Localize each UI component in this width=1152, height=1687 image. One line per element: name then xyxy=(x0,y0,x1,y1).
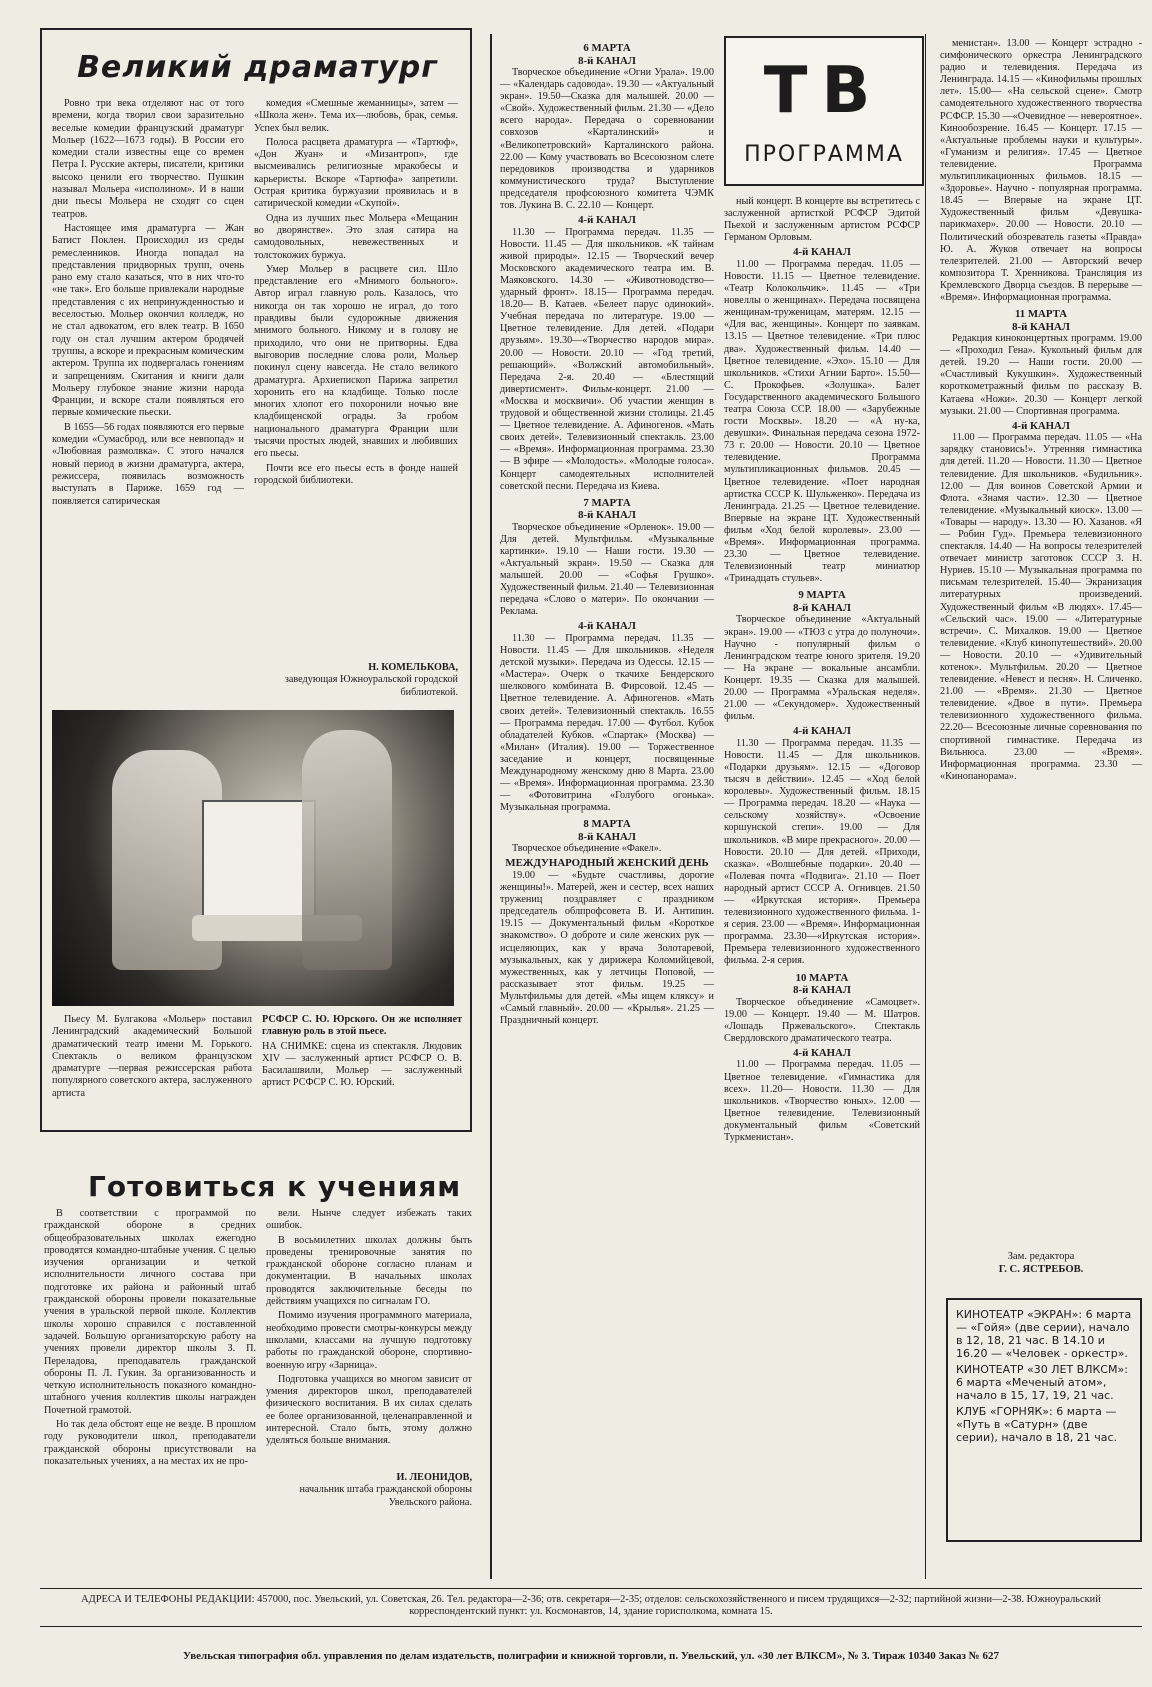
paragraph: вели. Нынче следует избежать таких ошибок. xyxy=(266,1208,472,1232)
tv-listing: Творческое объединение «Факел». xyxy=(512,843,662,855)
caption-right-1: РСФСР С. Ю. Юрского. Он же исполняет главную роль в этой пьесе. xyxy=(262,1014,462,1038)
tv-channel-heading: 8-й КАНАЛ xyxy=(578,509,636,522)
photo-cabinet xyxy=(202,800,316,934)
tv-day-heading: 9 МАРТА xyxy=(798,589,846,602)
deputy-role: Зам. редактора xyxy=(1007,1251,1075,1262)
tv-program-header xyxy=(724,36,924,186)
tv-listing: Творческое объединение «Орленок». 19.00 — Для детей. Мультфильм. «Музыкальные картинки». 19.10 — Наши гости. 19.30 — «Актуальный экран». 19.50 — Сказка для малышей. 20.00 — «Софья Грушко». Художественный фильм. 21.40 — Телевизионная передача «Слово о матери». По окончании — Реклама. xyxy=(500,521,714,618)
deputy-name: Г. С. ЯСТРЕБОВ. xyxy=(998,1264,1084,1275)
column-rule xyxy=(490,34,492,1579)
tv-channel-heading: 8-й КАНАЛ xyxy=(578,830,636,843)
caption-right-2: НА СНИМКЕ: сцена из спектакля. Людовик XIV — заслуженный артист РСФСР О. В. Басилашвили, Мольер — заслуженный артист РСФСР С. Ю. Юрский. xyxy=(262,1040,462,1089)
signature-name: Н. КОМЕЛЬКОВА, xyxy=(368,662,458,673)
article-exercises-title: Готовиться к учениям xyxy=(88,1170,462,1203)
footer-printing: Увельская типография обл. управления по делам издательств, полиграфии и книжной торговли, п. Увельский, ул. «30 лет ВЛКСМ», № 3. Тираж 10340 Заказ № 627 xyxy=(183,1650,999,1662)
paragraph: Но так дела обстоят еще не везде. В прошлом году руководители школ, преподаватели гражданской обороны присутствовали на показательных учениях, а на местах их не про- xyxy=(44,1419,256,1467)
footer-rule xyxy=(40,1626,1142,1627)
tv-day-heading: 10 МАРТА xyxy=(795,971,849,984)
tv-day-heading: 6 МАРТА xyxy=(583,42,631,54)
paragraph: Подготовка учащихся во многом зависит от умения директоров школ, преподавателей физического воспитания. В их силах сделать ее более организованной, целенаправленной и интересной. Стало быть, этому должно уделяться больше внимания. xyxy=(266,1373,472,1447)
tv-subtitle: ПРОГРАММА xyxy=(744,142,904,167)
tv-listing: 11.00 — Программа передач. 11.05 — Цветное телевидение. «Гимнастика для всех». 11.20— Новости. 11.30 — Для школьников. «Творчество юных». 12.00 — Цветное телевидение. Телевизионный документальный фильм «Советский Туркменистан». xyxy=(724,1059,920,1143)
tv-channel-heading: 8-й КАНАЛ xyxy=(1012,320,1070,333)
article-moliere-col2 xyxy=(254,98,458,489)
tv-column-1 xyxy=(500,38,714,1029)
article-exercises-col1 xyxy=(44,1208,256,1470)
cinema-listing: КИНОТЕАТР «ЭКРАН»: 6 марта — «Гойя» (две серии), начало в 12, 18, 21 час. В 14.10 и 16.20 — «Человек - оркестр». xyxy=(956,1308,1132,1360)
paragraph: В соответствии с программой по гражданской обороне в средних общеобразовательных школах ежегодно проводятся командно-штабные учения. С целью изучения организации и четкой исполнительности личного состава при подготовке их района и районный штаб гражданской обороны провели показательные учения в уральской первой школе. Коллектив школы хорошо справился с поставленной задачей. Большую организаторскую работу на учениях провели директор школы З. П. Переладова, преподаватель гражданской обороны П. Л. Гукин. За организованность и четкую исполнительность показного командно-штабного учения коллектив школы награжден Почетной грамотой. xyxy=(44,1208,256,1416)
tv-listing: 11.30 — Программа передач. 11.35 — Новости. 11.45 — Для школьников. «К тайнам живой природы». 12.15 — Творческий вечер Московского академического театра им. В. Маяковского. 14.30 — «Животноводство—ударный фронт». 18.15— Программа передач. 18.20— В. Катаев. «Белеет парус одинокий». Учебная передача по литературе. 19.00 — Цветное телевидение. Для детей. «Подари друзьям». 19.30—«Творчество народов мира». 20.00 — Новости. 20.10 — «Год третий, решающий». «Волжский автомобильный». Передача 2-я. 20.40 — «Блестящий дивертисмент». Фильм-концерт. 21.00 — «Москва и москвичи». Об участии женщин в трудовой и общественной жизни столицы. 21.45 — Цветное телевидение. А. Афиногенов. «Мать своих детей». Телевизионный спектакль. 23.00 — «Время». Информационная программа. 23.30 — В эфире — «Молодость». «Молодые голоса». Концерт самодеятельных исполнителей советской песни. Передача из Киева. xyxy=(500,226,714,492)
cinema-listing: КИНОТЕАТР «30 ЛЕТ ВЛКСМ»: 6 марта «Меченый атом», начало в 15, 17, 19, 21 час. xyxy=(956,1363,1128,1402)
theatre-photo xyxy=(52,710,454,1006)
cinema-box xyxy=(946,1298,1142,1542)
photo-caption-left: Пьесу М. Булгакова «Мольер» поставил Ленинградский академический Большой драматический театр имени М. Горького. Спектакль о великом французском драматурге —первая режиссерская работа популярного советского актера, заслуженного артиста xyxy=(52,1014,252,1099)
tv-channel-heading: 8-й КАНАЛ xyxy=(793,601,851,614)
cinema-listing: КЛУБ «ГОРНЯК»: 6 марта — «Путь в «Сатурн» (две серии), начало в 18, 21 час. xyxy=(956,1405,1118,1444)
paragraph: комедия «Смешные жеманницы», затем — «Школа жен». Тема их—любовь, брак, семья. Успех был велик. xyxy=(254,98,458,134)
tv-letters: ТВ xyxy=(763,54,885,128)
footer-addresses: АДРЕСА И ТЕЛЕФОНЫ РЕДАКЦИИ: 457000, пос. Увельский, ул. Советская, 26. Тел. редактора—2-36; отв. секретаря—2-35; отделов: сельскохозяйственного и писем трудящихся—2-32; партийной жизни—2-38. Южноуральский корреспондентский пункт: ул. Космонавтов, 14, здание горисполкома, комната 15. xyxy=(81,1594,1101,1618)
signature-name: И. ЛЕОНИДОВ, xyxy=(396,1472,472,1483)
article-exercises-col2 xyxy=(266,1208,472,1450)
signature-role: начальник штаба гражданской обороны Увельского района. xyxy=(299,1484,472,1508)
tv-channel-heading: 4-й КАНАЛ xyxy=(578,620,636,633)
tv-channel-heading: 4-й КАНАЛ xyxy=(793,725,851,738)
paragraph: Полоса расцвета драматурга — «Тартюф», «Дон Жуан» и «Мизантроп», где высмеивались религиозные мракобесы и карьеристы. Вскоре «Тартюфа» запретили. Острая критика буржуазии проявилась и в сатирической комедии «Скупой». xyxy=(254,136,458,210)
paragraph: Одна из лучших пьес Мольера «Мещанин во дворянстве». Это злая сатира на самодовольных, невежественных и толстокожих буржуа. xyxy=(254,212,458,261)
paragraph: Почти все его пьесы есть в фонде нашей городской библиотеки. xyxy=(254,462,458,486)
paragraph: В восьмилетних школах должны быть проведены тренировочные занятия по гражданской обороне согласно планам и документации. В начальных школах проводятся заключительные беседы по действиям учащихся по сигналам ГО. xyxy=(266,1234,472,1308)
tv-channel-heading: 4-й КАНАЛ xyxy=(1012,419,1070,432)
column-rule xyxy=(925,34,926,1579)
tv-channel-heading: 8-й КАНАЛ xyxy=(793,984,851,997)
tv-listing: 19.00 — «Будьте счастливы, дорогие женщины!». Матерей, жен и сестер, всех наших тружениц поздравляет с праздником председатель облпрофсовета В. И. Антипин. 19.15 — Документальный фильм «Короткое знакомство». О доброте и силе женских рук — исцеляющих, как у врача Золотаревой, музыкальных, как у дирижера Коломийцевой, мужественных, как у летчицы Поповой, — рассказывает этот фильм. 19.25 — Мультфильмы для детей. «Мы ищем кляксу» и «Самый главный». 20.00 — «Крылья». 21.25 — Праздничный концерт. xyxy=(500,869,714,1027)
paragraph: Умер Мольер в расцвете сил. Шло представление его «Мнимого больного». Автор играл главную роль. Казалось, что никогда он так хорошо не играл, до того правдивы были судорожные движения мнимого больного. Никому и в голову не приходило, что они не притворны. Едва выговорив последние слова роли, Мольер покинул сцену навсегда. Не стало великого драматурга. Архиепископ Парижа запретил хоронить его на кладбище. Только после многих хлопот его похоронили ночью вне кладбищенской ограды. За гробом национального драматурга Франции шли тысячи простых людей, знавших и любивших его пьесы. xyxy=(254,263,458,460)
tv-listing: Творческое объединение «Актуальный экран». 19.00 — «ТЮЗ с утра до полуночи». Научно - популярный фильм о Ленинградском театре юного зрителя. 19.20 — На экране — вокальные ансамбли. Концерт. 19.35 — Сказка для малышей. 20.00 — Программа «Уральская неделя». 21.00 — «Секундомер». Художественный фильм. xyxy=(724,614,920,723)
paragraph: В 1655—56 годах появляются его первые комедии «Сумасброд, или все невпопад» и «Любовная размолвка». С этого начался новый период в жизни драматурга, актера, режиссера, появилась возможность выступать в Париже. 1659 год — появляется сатирическая xyxy=(52,421,244,507)
tv-listing: 11.30 — Программа передач. 11.35 — Новости. 11.45 — Для школьников. «Подарки друзьям». 12.15 — «Договор тысяч в действии». 12.45 — «Ход белой королевы». Художественный фильм. 18.15 — Программа передач. 18.20 — «Наука — сельскому хозяйству». «Освоение коршунской степи». 19.00 — Для школьников. «В мире прекрасного». 20.00 — Новости. 20.10 — Для детей. «Приходи, сказка». «Волшебные подарки». 20.40 — «Полевая почта «Подвига». 21.10 — Поет народный артист СССР А. Огнивцев. 21.50 — «Иркутская история». Премьера телевизионного художественного фильма. 1-я серия. 23.00 — «Время». Информационная программа. 23.30—«Иркутская история». Премьера телевизионного художественного фильма. 2-я серия. xyxy=(724,737,920,967)
signature-role: заведующая Южноуральской городской библиотекой. xyxy=(284,674,458,698)
photo-caption-right xyxy=(262,1014,462,1090)
tv-listing: 11.00 — Программа передач. 11.05 — «На зарядку становись!». Утренняя гимнастика для детей. 11.20 — Новости. 11.30 — Цветное телевидение. Для школьников. «Будильник». 12.00 — Для воинов Советской Армии и Флота. «Знамя части». 12.30 — Цветное телевидение. «Музыкальный киоск». 13.00 — «Товары — народу». 13.30 — Ю. Хазанов. «Я — Робин Гуд». Премьера телевизионного спектакля. 14.40 — На вопросы телезрителей отвечает министр заготовок СССР З. Н. Нуриев. 15.10 — Музыкальная программа по письмам телезрителей. 15.40— Экранизация литературных произведений. Художественный фильм «В людях». 17.45— «Сельский час». 19.00 — «Литературные встречи». С. Михалков. 19.00 — Цветное телевидение. «Клуб кинопутешествий». 20.00 — Новости. 20.10 — «Удивительный котенок». Мультфильм. 20.20 — Цветное телевидение. «Невест и песня». Н. Сличенко. 21.00 — «Время». 21.30 — Цветное телевидение. «Двое в пути». Премьера телевизионного художественного фильма. 22.20— Всесоюзные личные соревнования по спортивной гимнастике. Передача из Вильнюса. 23.00 — «Время». Информационная программа. 23.30 — «Кинопанорама». xyxy=(940,432,1142,782)
tv-listing: Творческое объединение «Самоцвет». 19.00 — Концерт. 19.40 — М. Шатров. «Лошадь Пржевальского». Спектакль Свердловского драматического театра. xyxy=(724,996,920,1044)
paragraph: Помимо изучения программного материала, необходимо провести смотры-конкурсы между школами, классами на лучшую подготовку работы по гражданской обороне, спортивно-военную игру «Зарница». xyxy=(266,1310,472,1371)
tv-column-3 xyxy=(940,38,1142,785)
deputy-editor xyxy=(940,1250,1142,1276)
tv-channel-heading: 4-й КАНАЛ xyxy=(578,214,636,227)
article-exercises-signature xyxy=(266,1472,472,1509)
tv-day-heading: 7 МАРТА xyxy=(583,496,631,509)
tv-listing: Творческое объединение «Огни Урала». 19.00 — «Календарь садовода». 19.30 — «Актуальный экран». 19.50—Сказка для малышей. 20.00 — «Свой». Художественный фильм. 21.30 — «Дело всего народа». Передача о соревновании совхозов «Карталинский» и «Великопетровский» Карталинского района. 22.00 — Кому участвовать во Всесоюзном слете передовиков производства и ударников коммунистического труда? Выступление председателя профсоюзного комитета ЧЭМК тов. Лукина В. С. 22.10 — Концерт. xyxy=(500,67,714,212)
tv-column-2 xyxy=(724,196,920,1146)
tv-listing: ный концерт. В концерте вы встретитесь с заслуженной артисткой РСФСР Эдитой Пьехой и заслуженным артистом РСФСР Германом Орловым. xyxy=(724,196,920,244)
tv-channel-heading: 4-й КАНАЛ xyxy=(793,1046,851,1059)
tv-listing: 11.30 — Программа передач. 11.35 — Новости. 11.45 — Для школьников. «Неделя детской музыки». Передача из Одессы. 12.15 — «Мастера». Очерк о ткачихе Бендерского шелкового комбината В. Фирсовой. 12.45 — Цветное телевидение. А. Афиногенов. «Мать своих детей». Телевизионный спектакль. 16.55 — Программа передач. 17.00 — Футбол. Кубок обладателей Кубков. «Спартак» (Москва) — «Милан» (Италия). 19.00 — Торжественное заседание и концерт, посвященные Международному женскому дню 8 Марта. 23.00 — «Время». Информационная программа. 23.30 — «Фотовитрина «Голубого огонька». Музыкальная программа. xyxy=(500,632,714,814)
article-moliere-signature xyxy=(254,662,458,699)
article-moliere-col1 xyxy=(52,98,244,510)
tv-listing: менистан». 13.00 — Концерт эстрадно - симфонического оркестра Ленинградского радио и телевидения. Передача из Ленинграда. 14.15 — «Кинофильмы прошлых лет». 15.00— «На сельской сцене». Смотр самодеятельного художественного творчества РСФСР. 15.30 —«Очевидное — невероятное». Кинообозрение. 16.45 — Концерт. 17.15 — «Актуальные проблемы науки и культуры». «Гуманизм и религия». 17.45 — Цветное телевидение. Программа мультипликационных фильмов. 18.15 — «Здоровье». Научно - популярная программа. 18.45 — Впервые на экране ЦТ. Художественный фильм «Девушка-парикмахер». 20.00 — Новости. 20.10 — Политический обозреватель газеты «Правда» Ю. А. Жуков отвечает на вопросы телезрителей. 21.00 — Авторский вечер композитора Т. Хренникова. Трансляция из Кремлевского Дворца съездов. В перерыве — «Время». Информационная программа. xyxy=(940,38,1142,303)
tv-day-heading: 8 МАРТА xyxy=(583,818,631,831)
footer-rule xyxy=(40,1588,1142,1589)
paragraph: Ровно три века отделяют нас от того времени, когда творил свои заразительно веселые комедии французский драматург Мольер (1622—1673 годы). В России его комедии стали известны еще со времен Петра I. Русские актеры, писатели, критики высоко ценили его творчество. Пушкин называл Мольера «исполином». И в наши дни пьесы Мольера не сходят со сцен театров. xyxy=(52,98,244,220)
article-moliere-title: Великий драматург xyxy=(77,50,438,85)
tv-listing: 11.00 — Программа передач. 11.05 — Новости. 11.15 — Цветное телевидение. «Театр Колокольчик». 11.45 — «Три новеллы о женщинах». Передача посвящена женщинам-труженицам, матерям. 12.15 — «Для вас, женщины». Концерт по заявкам. 13.15 — Цветное телевидение. «Три плюс два». Художественный фильм. 14.40 — Цветное телевидение. «Эхо». 15.10 — Для школьников. «Стихи Агнии Барто». 15.50— С. Прокофьев. «Золушка». Балет Государственного академического Большого театра Союза ССР. 18.00 — «Зарубежные гости Москвы». 18.20 — «А ну-ка, девушки». Финальная передача сезона 1972-73 г. 20.00 — Новости. 20.10 — Цветное телевидение. Программа мультипликационных фильмов. 20.45 — Цветное телевидение. «Поет народная артистка СССР К. Шульженко». Передача из Ленинграда. 21.25 — Цветное телевидение. Впервые на экране ЦТ. Художественный фильм «Ход белой королевы». 23.00 — «Время». Информационная программа. 23.30 — Цветное телевидение. Телевизионный театр миниатюр «Тринадцать стульев». xyxy=(724,258,920,585)
tv-channel-heading: МЕЖДУНАРОДНЫЙ ЖЕНСКИЙ ДЕНЬ xyxy=(505,857,709,870)
paragraph: Настоящее имя драматурга — Жан Батист Поклен. Происходил из среды ремесленников. Иногда попадал на представления придворных трупп, очень рано ему стало казаться, что в них что-то «не так». Его больше привлекали народные представления с их непринужденностью и веселостью. Мольер окончил колледж, но не стал адвокатом, его влек театр. В 1650 году он стал лучшим актером бродячей труппы, а вскоре и прекрасным комическим актером. Труппа их подвергалась гонениям и запрещениям. Скитания и книги дали Мольеру глубокое знание жизни народа Франции, и вскоре стали появляться его первые комические пьески. xyxy=(52,222,244,419)
photo-figure-moliere xyxy=(302,730,392,970)
tv-channel-heading: 4-й КАНАЛ xyxy=(793,246,851,259)
tv-channel-heading: 8-й КАНАЛ xyxy=(578,54,636,67)
tv-day-heading: 11 МАРТА xyxy=(1014,308,1068,321)
tv-listing: Редакция киноконцертных программ. 19.00 — «Проходил Гена». Кукольный фильм для детей. 19.20 — Наши гости. 20.00 — «Счастливый Кукушкин». Художественный короткометражный фильм по рассказу В. Катаева «Ножи». 20.30 — Концерт легкой музыки. 21.00 — Спортивная программа. xyxy=(940,333,1142,417)
